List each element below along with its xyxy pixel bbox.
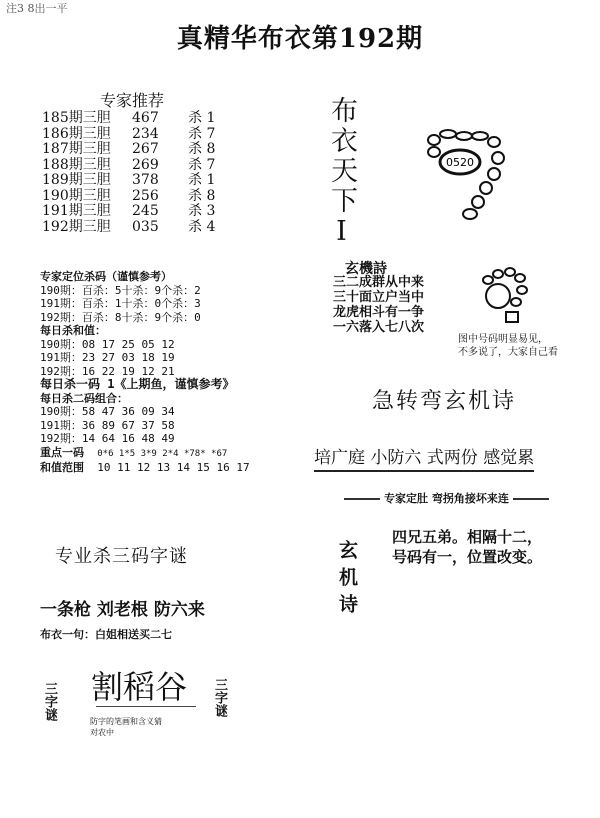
list-item: 190期三胆 256 杀 8	[42, 187, 216, 204]
list-item: 187期三胆 267 杀 8	[42, 141, 216, 157]
expert-lead-line: 专家定肚 弯拐角接坏来连	[340, 490, 553, 506]
circle-chain-picture	[420, 128, 520, 220]
poem-line: 一六落入七八次	[333, 320, 425, 335]
list-item: 186期三胆 234 杀 7	[42, 125, 216, 142]
list-item: 191期：百杀：1十杀：0个杀：3	[40, 297, 201, 310]
daily-sum-heading: 每日杀和值：	[40, 324, 106, 337]
expert-list	[42, 111, 215, 235]
list-item: 188期三胆 269 杀 7	[42, 156, 216, 173]
word-riddle-title: 专业杀三码字谜	[55, 546, 188, 567]
poem-line: 三十面立户当中	[333, 290, 425, 305]
riddle-footnote: 防字的笔画和含义猜 对农中	[90, 717, 162, 737]
list-item: 192期：14 64 16 48 49	[40, 432, 175, 445]
list-item: 192期：16 22 19 12 21	[40, 364, 175, 378]
riddle-title: 急转弯玄机诗	[372, 389, 517, 414]
position-kill-block	[40, 270, 250, 475]
xuanji-vertical: 玄机诗	[336, 540, 358, 621]
list-item: 191期三胆 245 杀 3	[42, 203, 216, 219]
expert-heading: 专家推荐	[100, 91, 165, 110]
daily-two-heading: 每日杀二码组合：	[40, 391, 128, 405]
sum-range-row: 和值范围 10 11 12 13 14 15 16 17	[40, 461, 250, 474]
list-item: 192期：百杀：8十杀：9个杀：0	[40, 310, 201, 324]
list-item: 191期：36 89 67 37 58	[40, 418, 175, 432]
poem-lines	[333, 275, 424, 335]
vertical-title: 布衣天下Ⅰ	[326, 96, 357, 250]
poem-line: 三二成群从中来	[333, 275, 425, 290]
position-kill-heading: 专家定位杀码（谨慎参考）	[40, 270, 172, 283]
list-item: 191期：23 27 03 18 19	[40, 351, 175, 364]
list-item: 192期三胆 035 杀 4	[42, 218, 216, 235]
list-item: 190期：百杀：5十杀：9个杀：2	[40, 283, 201, 297]
side-label-left: 三字谜	[42, 682, 57, 721]
circle-number: 0520	[446, 156, 474, 169]
xuanji-poem: 四兄五弟。相隔十二， 号码有一，位置改变。	[392, 528, 543, 566]
buyi-line: 布衣一句：白姐相送买二七	[40, 628, 172, 641]
daily-one-code: 每日杀一码 1《上期鱼，谨慎参考》	[40, 377, 235, 391]
list-item: 190期：08 17 25 05 12	[40, 337, 175, 351]
word-riddle-hint: 一条枪 刘老根 防六来	[40, 600, 205, 620]
list-item: 189期三胆 378 杀 1	[42, 172, 216, 188]
page-title: 真精华布衣第192期	[176, 24, 424, 54]
key-code-row: 重点一码 0*6 1*5 3*9 2*4 *78* *67	[40, 445, 228, 459]
divider	[96, 706, 196, 707]
poem-line: 龙虎相斗有一争	[333, 305, 425, 320]
side-label-right: 三字谜	[212, 678, 227, 717]
list-item: 185期三胆 467 杀 1	[42, 110, 216, 126]
corner-note: 注3 8出一平	[6, 2, 68, 15]
ornament-picture	[476, 262, 536, 328]
riddle-hint: 培广庭 小防六 式两份 感觉累	[314, 443, 534, 472]
poem-heading: 玄機詩	[345, 261, 387, 277]
list-item: 190期：58 47 36 09 34	[40, 405, 175, 418]
image-note: 图中号码明显易见， 不多说了，大家自己看	[458, 334, 558, 358]
big-riddle: 割稻谷	[91, 668, 188, 706]
